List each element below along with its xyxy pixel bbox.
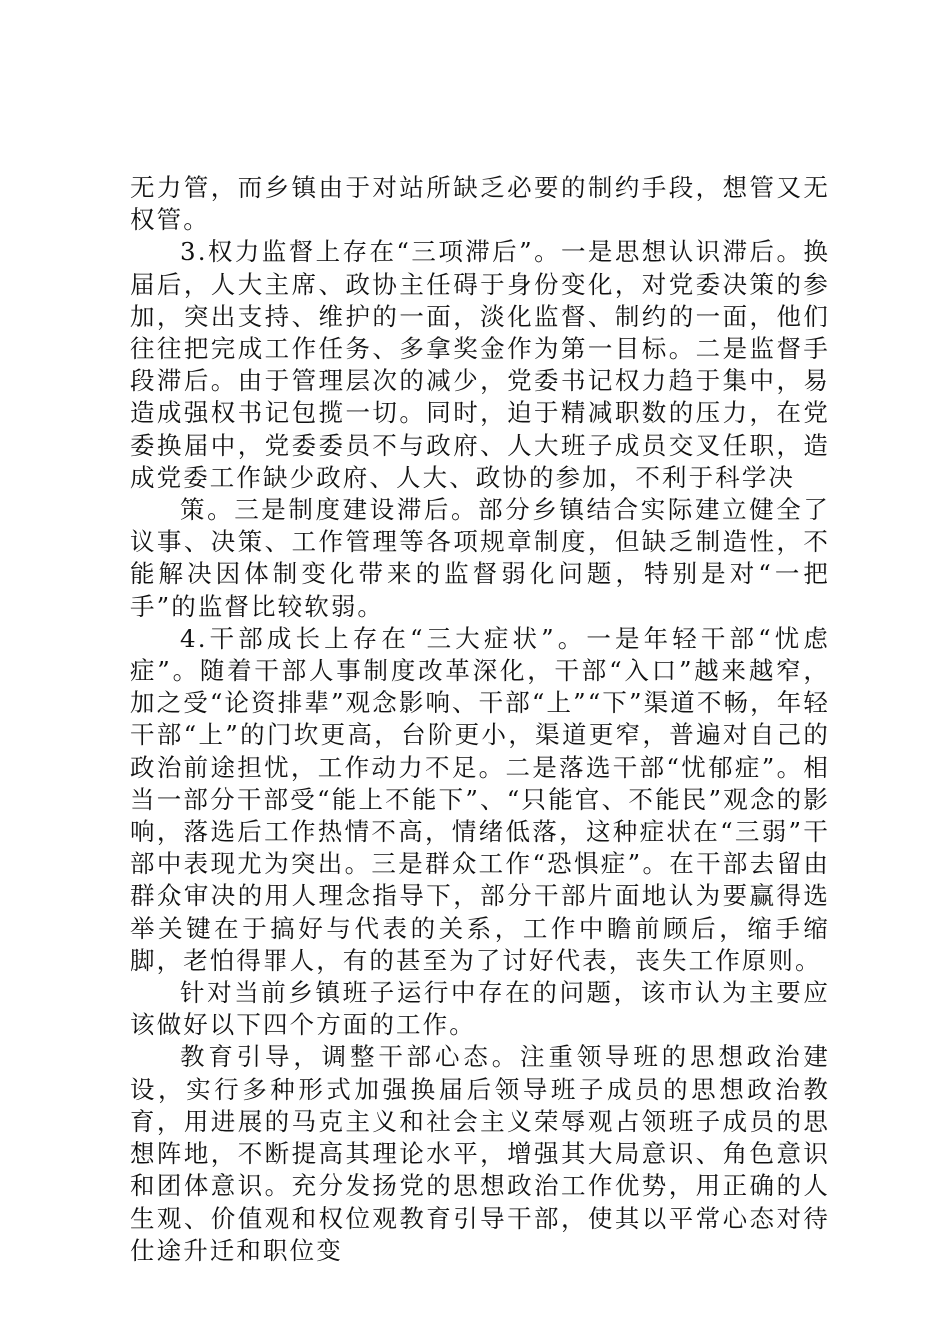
document-body xyxy=(130,172,830,1267)
paragraph-system-building: 策。三是制度建设滞后。部分乡镇结合实际建立健全了议事、决策、工作管理等各项规章制度，但缺乏制造性，不能解决因体制变化带来的监督弱化问题，特别是对“一把手”的监督比较软弱。 xyxy=(130,495,830,621)
paragraph-continuation: 无力管，而乡镇由于对站所缺乏必要的制约手段，想管又无权管。 xyxy=(130,173,830,235)
paragraph-work-plan: 针对当前乡镇班子运行中存在的问题，该市认为主要应该做好以下四个方面的工作。 xyxy=(130,978,830,1040)
paragraph-education-guidance: 教育引导，调整干部心态。注重领导班的思想政治建设，实行多种形式加强换届后领导班子成员的思想政治教育，用进展的马克主义和社会主义荣辱观占领班子成员的思想阵地，不断提高其理论水平，增强其大局意识、角色意识和团体意识。充分发扬党的思想政治工作优势，用正确的人生观、价值观和权位观教育引导干部，使其以平常心态对待仕途升迁和职位变 xyxy=(130,1042,830,1265)
paragraph-power-supervision: 3.权力监督上存在“三项滞后”。一是思想认识滞后。换届后，人大主席、政协主任碍于身份变化，对党委决策的参加，突出支持、维护的一面，淡化监督、制约的一面，他们往往把完成工作任务、多拿奖金作为第一目标。二是监督手段滞后。由于管理层次的减少，党委书记权力趋于集中，易造成强权书记包揽一切。同时，迫于精减职数的压力，在党委换届中，党委委员不与政府、人大班子成员交叉任职，造成党委工作缺少政府、人大、政协的参加，不利于科学决 xyxy=(130,237,830,492)
paragraph-cadre-growth: 4.干部成长上存在“三大症状”。一是年轻干部“忧虑症”。随着干部人事制度改革深化，干部“入口”越来越窄，加之受“论资排辈”观念影响、干部“上”“下”渠道不畅，年轻干部“上”的门坎更高，台阶更小，渠道更窄，普遍对自己的政治前途担忧，工作动力不足。二是落选干部“忧郁症”。相当一部分干部受“能上不能下”、“只能官、不能民”观念的影响，落选后工作热情不高，情绪低落，这种症状在“三弱”干部中表现尤为突出。三是群众工作“恐惧症”。在干部去留由群众审决的用人理念指导下，部分干部片面地认为要赢得选举关键在于搞好与代表的关系，工作中瞻前顾后，缩手缩脚，老怕得罪人，有的甚至为了讨好代表，丧失工作原则。 xyxy=(130,623,830,975)
